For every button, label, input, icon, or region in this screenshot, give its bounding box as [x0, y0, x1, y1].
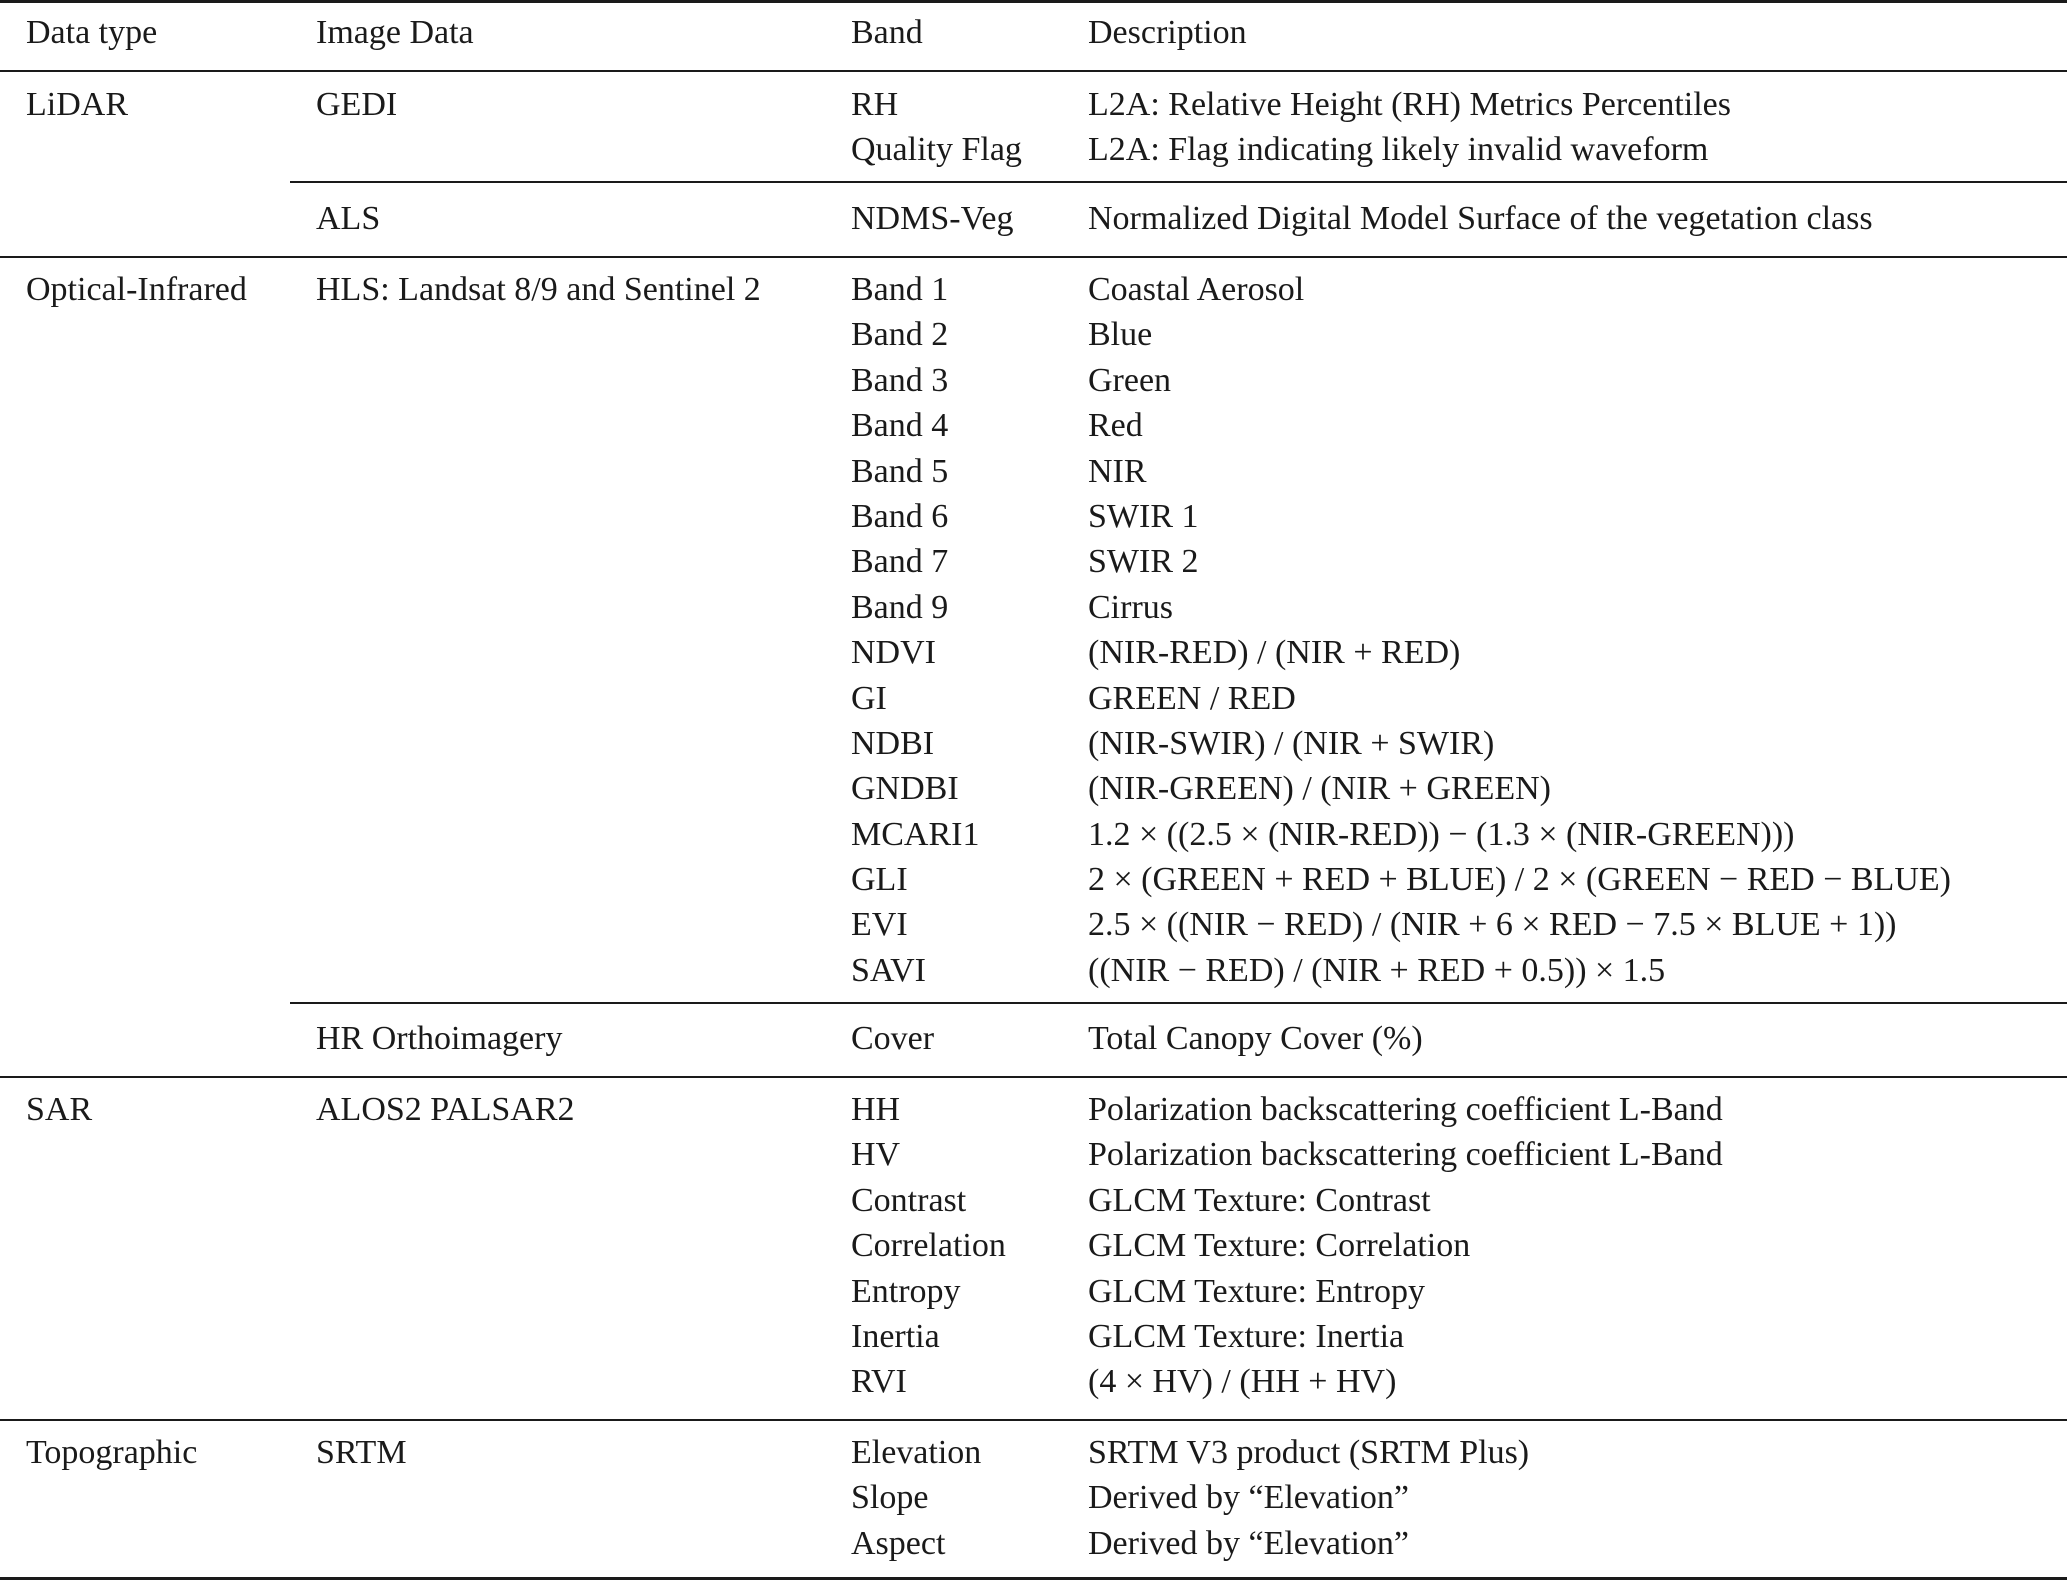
table-cell-band: Entropy [851, 1272, 961, 1310]
header-rule [0, 70, 2067, 72]
table-top-rule [0, 0, 2067, 3]
table-cell-band: Cover [851, 1020, 935, 1057]
group-data-type: LiDAR [26, 86, 128, 123]
header-band: Band [851, 14, 923, 51]
table-cell-description: 1.2 × ((2.5 × (NIR-RED)) − (1.3 × (NIR-GREEN))) [1088, 815, 1795, 853]
band-column-hls [851, 267, 979, 993]
table-cell-description: (NIR-GREEN) / (NIR + GREEN) [1088, 770, 1551, 808]
source-image-data: ALS [316, 200, 381, 237]
group-rule [0, 1419, 2067, 1421]
table-cell-description: Polarization backscattering coefficient L-Band [1088, 1091, 1723, 1128]
table-cell-band: Band 2 [851, 316, 949, 354]
table-cell-band: GLI [851, 861, 908, 899]
header-image-data: Image Data [316, 14, 474, 51]
table-cell-description: (NIR-RED) / (NIR + RED) [1088, 634, 1461, 672]
band-column-sar [851, 1087, 1006, 1405]
table-cell-band: NDBI [851, 724, 935, 762]
table-cell-band: Band 9 [851, 588, 949, 626]
table-cell-description: ((NIR − RED) / (NIR + RED + 0.5)) × 1.5 [1088, 951, 1666, 989]
source-image-data: ALOS2 PALSAR2 [316, 1091, 575, 1128]
header-data-type: Data type [26, 14, 158, 51]
group-data-type: SAR [26, 1091, 93, 1128]
description-column-hls [1088, 267, 1951, 993]
table-cell-band: Aspect [851, 1524, 946, 1562]
table-cell-band: HV [851, 1136, 901, 1174]
table-cell-description: (NIR-SWIR) / (NIR + SWIR) [1088, 724, 1495, 762]
table-cell-band: NDVI [851, 634, 936, 672]
source-image-data: HLS: Landsat 8/9 and Sentinel 2 [316, 271, 761, 308]
table-cell-description: Derived by “Elevation” [1088, 1524, 1409, 1562]
table-cell-description: Red [1088, 407, 1143, 445]
table-cell-description: Normalized Digital Model Surface of the vegetation class [1088, 200, 1873, 237]
table-cell-band: EVI [851, 906, 908, 944]
table-cell-description: Derived by “Elevation” [1088, 1479, 1409, 1517]
group-data-type: Topographic [26, 1434, 198, 1471]
table-cell-band: Band 1 [851, 271, 949, 308]
band-column-srtm [851, 1430, 981, 1566]
source-image-data: HR Orthoimagery [316, 1020, 563, 1057]
table-cell-description: 2.5 × ((NIR − RED) / (NIR + 6 × RED − 7.5 × BLUE + 1)) [1088, 906, 1897, 944]
table-cell-band: RVI [851, 1363, 907, 1401]
table-cell-band: NDMS-Veg [851, 200, 1014, 237]
table-cell-band: GI [851, 679, 887, 717]
description-column-srtm [1088, 1430, 1529, 1566]
table-cell-description: NIR [1088, 452, 1147, 490]
table-cell-band: Band 6 [851, 497, 949, 535]
table-cell-band: MCARI1 [851, 815, 980, 853]
table-cell-band: SAVI [851, 951, 926, 989]
table-cell-description: GLCM Texture: Entropy [1088, 1272, 1425, 1310]
subgroup-rule [290, 1002, 2067, 1004]
table-cell-description: GLCM Texture: Contrast [1088, 1181, 1431, 1219]
table-cell-description: SWIR 2 [1088, 543, 1199, 581]
table-cell-band: Slope [851, 1479, 929, 1517]
table-cell-description: L2A: Flag indicating likely invalid waveform [1088, 131, 1709, 168]
table-cell-band: Contrast [851, 1181, 967, 1219]
table-cell-description: Polarization backscattering coefficient L-Band [1088, 1136, 1723, 1174]
table-cell-band: Band 3 [851, 361, 949, 399]
table-cell-description: Cirrus [1088, 588, 1173, 626]
table-cell-description: Total Canopy Cover (%) [1088, 1020, 1423, 1057]
table-bottom-rule [0, 1577, 2067, 1580]
table-cell-description: SWIR 1 [1088, 497, 1199, 535]
description-column-sar [1088, 1087, 1723, 1405]
table-cell-band: Band 4 [851, 407, 949, 445]
table-cell-description: L2A: Relative Height (RH) Metrics Percentiles [1088, 86, 1731, 123]
table-cell-description: GLCM Texture: Inertia [1088, 1317, 1405, 1355]
header-description: Description [1088, 14, 1247, 51]
table-cell-description: Blue [1088, 316, 1153, 354]
table-cell-band: HH [851, 1091, 901, 1128]
table-cell-description: GLCM Texture: Correlation [1088, 1227, 1471, 1265]
table-cell-band: Elevation [851, 1434, 982, 1471]
table-cell-description: Green [1088, 361, 1172, 399]
source-image-data: GEDI [316, 86, 398, 123]
group-rule [0, 1076, 2067, 1078]
table-cell-band: Band 7 [851, 543, 949, 581]
table-cell-description: Coastal Aerosol [1088, 271, 1305, 308]
table-cell-band: Inertia [851, 1317, 940, 1355]
table-cell-band: RH [851, 86, 899, 123]
table-cell-band: Band 5 [851, 452, 949, 490]
table-cell-description: SRTM V3 product (SRTM Plus) [1088, 1434, 1530, 1471]
source-image-data: SRTM [316, 1434, 407, 1471]
table-cell-band: Correlation [851, 1227, 1006, 1265]
table-cell-band: Quality Flag [851, 131, 1022, 168]
group-rule [0, 256, 2067, 258]
group-data-type: Optical-Infrared [26, 271, 247, 308]
table-cell-description: 2 × (GREEN + RED + BLUE) / 2 × (GREEN − RED − BLUE) [1088, 861, 1951, 899]
table-cell-description: (4 × HV) / (HH + HV) [1088, 1363, 1397, 1401]
subgroup-rule [290, 181, 2067, 183]
table-cell-band: GNDBI [851, 770, 959, 808]
table-cell-description: GREEN / RED [1088, 679, 1296, 717]
